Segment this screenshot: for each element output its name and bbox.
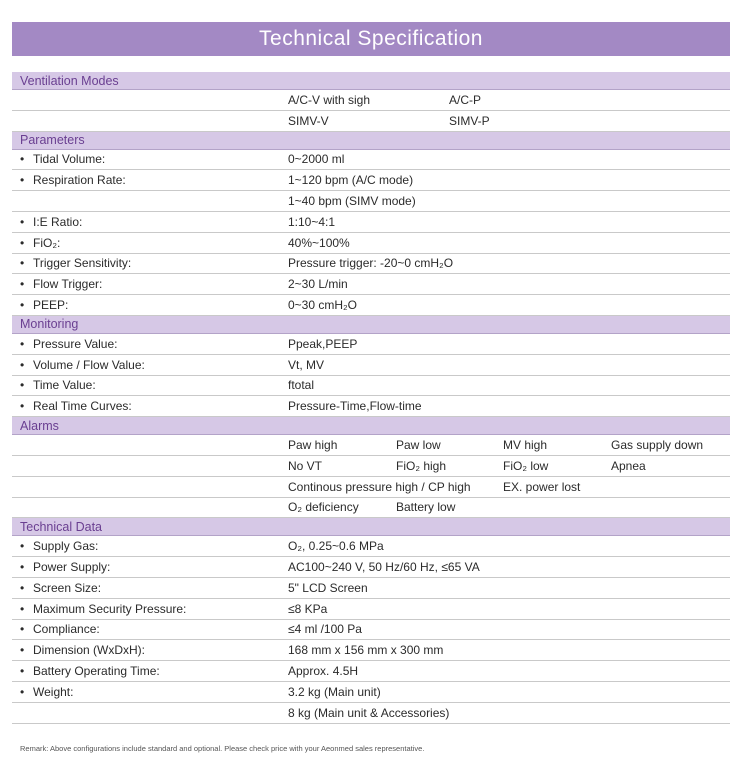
table-row [12, 640, 730, 661]
table-row [12, 111, 730, 132]
spec-value: 3.2 kg (Main unit) [288, 684, 381, 699]
spec-label: • Real Time Curves: [20, 399, 132, 414]
spec-value: 1:10~4:1 [288, 214, 336, 229]
spec-label: • Compliance: [20, 622, 100, 637]
spec-label: • Power Supply: [20, 560, 111, 575]
spec-value: Vt, MV [288, 357, 325, 372]
mode-value: SIMV-P [449, 113, 490, 128]
table-row [12, 498, 730, 519]
spec-label: • Trigger Sensitivity: [20, 256, 132, 271]
spec-value: 5" LCD Screen [288, 580, 368, 595]
mode-value: SIMV-V [288, 113, 329, 128]
mode-value: A/C-V with sigh [288, 92, 371, 107]
spec-value: O₂, 0.25~0.6 MPa [288, 539, 384, 554]
table-row [12, 334, 730, 355]
spec-value: 0~30 cmH₂O [288, 298, 358, 313]
table-row [12, 435, 730, 456]
table-row [12, 90, 730, 111]
table-row [12, 170, 730, 191]
alarm-item: No VT [288, 458, 323, 473]
table-row [12, 191, 730, 212]
table-row [12, 212, 730, 233]
mode-value: A/C-P [449, 92, 482, 107]
alarm-item: MV high [503, 438, 548, 453]
table-row [12, 254, 730, 275]
table-row [12, 355, 730, 376]
spec-value: Pressure-Time,Flow-time [288, 399, 422, 414]
spec-label: • I:E Ratio: [20, 214, 83, 229]
table-row [12, 620, 730, 641]
spec-label: • PEEP: [20, 298, 69, 313]
spec-value: 1~40 bpm (SIMV mode) [288, 194, 416, 209]
alarm-item: FiO₂ high [396, 458, 447, 473]
spec-label: • Tidal Volume: [20, 152, 106, 167]
alarm-item: Paw high [288, 438, 338, 453]
section-heading-alarms: Alarms [12, 417, 730, 435]
spec-value: AC100~240 V, 50 Hz/60 Hz, ≤65 VA [288, 560, 480, 575]
alarm-item: Battery low [396, 500, 456, 515]
table-row [12, 396, 730, 417]
spec-label: • Screen Size: [20, 580, 102, 595]
table-row [12, 274, 730, 295]
spec-value: 1~120 bpm (A/C mode) [288, 173, 414, 188]
spec-label: • Pressure Value: [20, 336, 118, 351]
table-row [12, 578, 730, 599]
alarm-item: Apnea [611, 458, 646, 473]
spec-value: Approx. 4.5H [288, 664, 359, 679]
table-row [12, 703, 730, 724]
table-row [12, 536, 730, 557]
alarm-item: Gas supply down [611, 438, 704, 453]
spec-value: 168 mm x 156 mm x 300 mm [288, 643, 444, 658]
spec-label: • Dimension (WxDxH): [20, 643, 146, 658]
spec-value: Pressure trigger: -20~0 cmH₂O [288, 256, 454, 271]
alarm-item: FiO₂ low [503, 458, 549, 473]
table-row [12, 661, 730, 682]
spec-label: • Volume / Flow Value: [20, 357, 145, 372]
spec-value: Ppeak,PEEP [288, 336, 358, 351]
spec-value: 0~2000 ml [288, 152, 345, 167]
section-heading-ventilation-modes: Ventilation Modes [12, 72, 730, 90]
page-title: Technical Specification [12, 22, 730, 56]
section-heading-parameters: Parameters [12, 132, 730, 150]
table-row [12, 557, 730, 578]
spec-label: • Respiration Rate: [20, 173, 126, 188]
section-heading-monitoring: Monitoring [12, 316, 730, 334]
table-row [12, 599, 730, 620]
spec-label: • Maximum Security Pressure: [20, 601, 187, 616]
spec-label: • FiO₂: [20, 235, 61, 250]
spec-label: • Supply Gas: [20, 539, 99, 554]
table-row [12, 456, 730, 477]
section-heading-technical-data: Technical Data [12, 518, 730, 536]
spec-label: • Time Value: [20, 378, 96, 393]
alarm-item: Continous pressure high / CP high [288, 479, 471, 494]
spec-label: • Weight: [20, 684, 74, 699]
table-row [12, 150, 730, 171]
spec-value: 40%~100% [288, 235, 350, 250]
spec-value: ≤8 KPa [288, 601, 328, 616]
spec-value: 8 kg (Main unit & Accessories) [288, 705, 450, 720]
alarm-item: Paw low [396, 438, 441, 453]
remark-note: Remark: Above configurations include standard and optional. Please check price with your Aeonmed sales representative. [20, 744, 425, 753]
spec-value: ≤4 ml /100 Pa [288, 622, 362, 637]
spec-label: • Flow Trigger: [20, 277, 103, 292]
alarm-item: EX. power lost [503, 479, 581, 494]
table-row [12, 376, 730, 397]
alarm-item: O₂ deficiency [288, 500, 359, 515]
spec-label: • Battery Operating Time: [20, 664, 160, 679]
table-row [12, 682, 730, 703]
table-row [12, 233, 730, 254]
table-row [12, 295, 730, 316]
spec-value: 2~30 L/min [288, 277, 348, 292]
spec-value: ftotal [288, 378, 315, 393]
spec-table [12, 72, 730, 724]
table-row [12, 477, 730, 498]
